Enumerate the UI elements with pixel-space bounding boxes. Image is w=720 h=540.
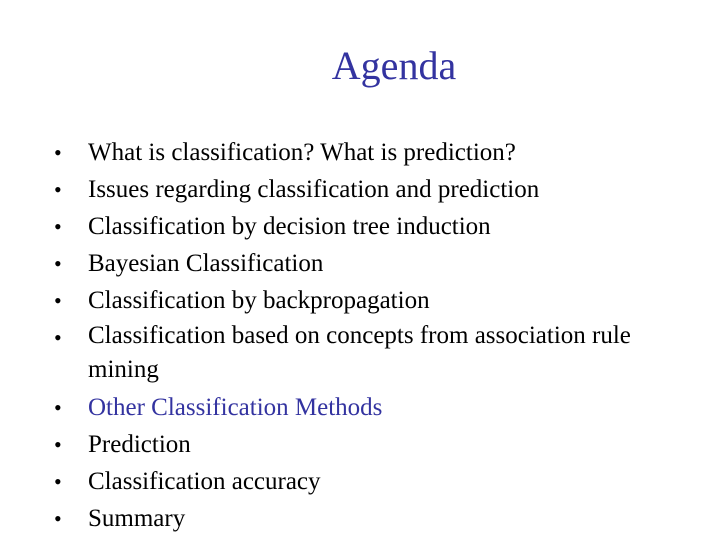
bullet-icon: • (54, 251, 62, 276)
bullet-icon: • (54, 140, 62, 165)
bullet-icon: • (54, 214, 62, 239)
agenda-item (54, 282, 694, 319)
agenda-item-text: Other Classification Methods (88, 394, 383, 421)
agenda-item (54, 426, 694, 463)
agenda-item-text: Summary (88, 505, 186, 532)
agenda-item-text: Classification accuracy (88, 468, 321, 495)
agenda-list (54, 134, 694, 537)
agenda-item-text: Classification by decision tree induction (88, 213, 491, 240)
bullet-icon: • (54, 325, 62, 350)
agenda-item-text: Prediction (88, 431, 191, 458)
agenda-item-text: Issues regarding classification and prediction (88, 176, 540, 203)
agenda-item (54, 134, 694, 171)
agenda-item (54, 463, 694, 500)
agenda-item (54, 245, 694, 282)
agenda-item (54, 208, 694, 245)
agenda-item (54, 319, 694, 389)
bullet-icon: • (54, 288, 62, 313)
agenda-item (54, 171, 694, 208)
bullet-icon: • (54, 177, 62, 202)
agenda-item-highlighted (54, 389, 694, 426)
agenda-item-text: What is classification? What is prediction? (88, 139, 516, 166)
agenda-item-text: Classification based on concepts from association rule mining (88, 322, 631, 383)
agenda-item-text: Bayesian Classification (88, 250, 324, 277)
slide-title: Agenda (331, 43, 457, 88)
bullet-icon: • (54, 432, 62, 457)
agenda-item-text: Classification by backpropagation (88, 287, 430, 314)
bullet-icon: • (54, 395, 62, 420)
agenda-item (54, 500, 694, 537)
bullet-icon: • (54, 506, 62, 531)
bullet-icon: • (54, 469, 62, 494)
